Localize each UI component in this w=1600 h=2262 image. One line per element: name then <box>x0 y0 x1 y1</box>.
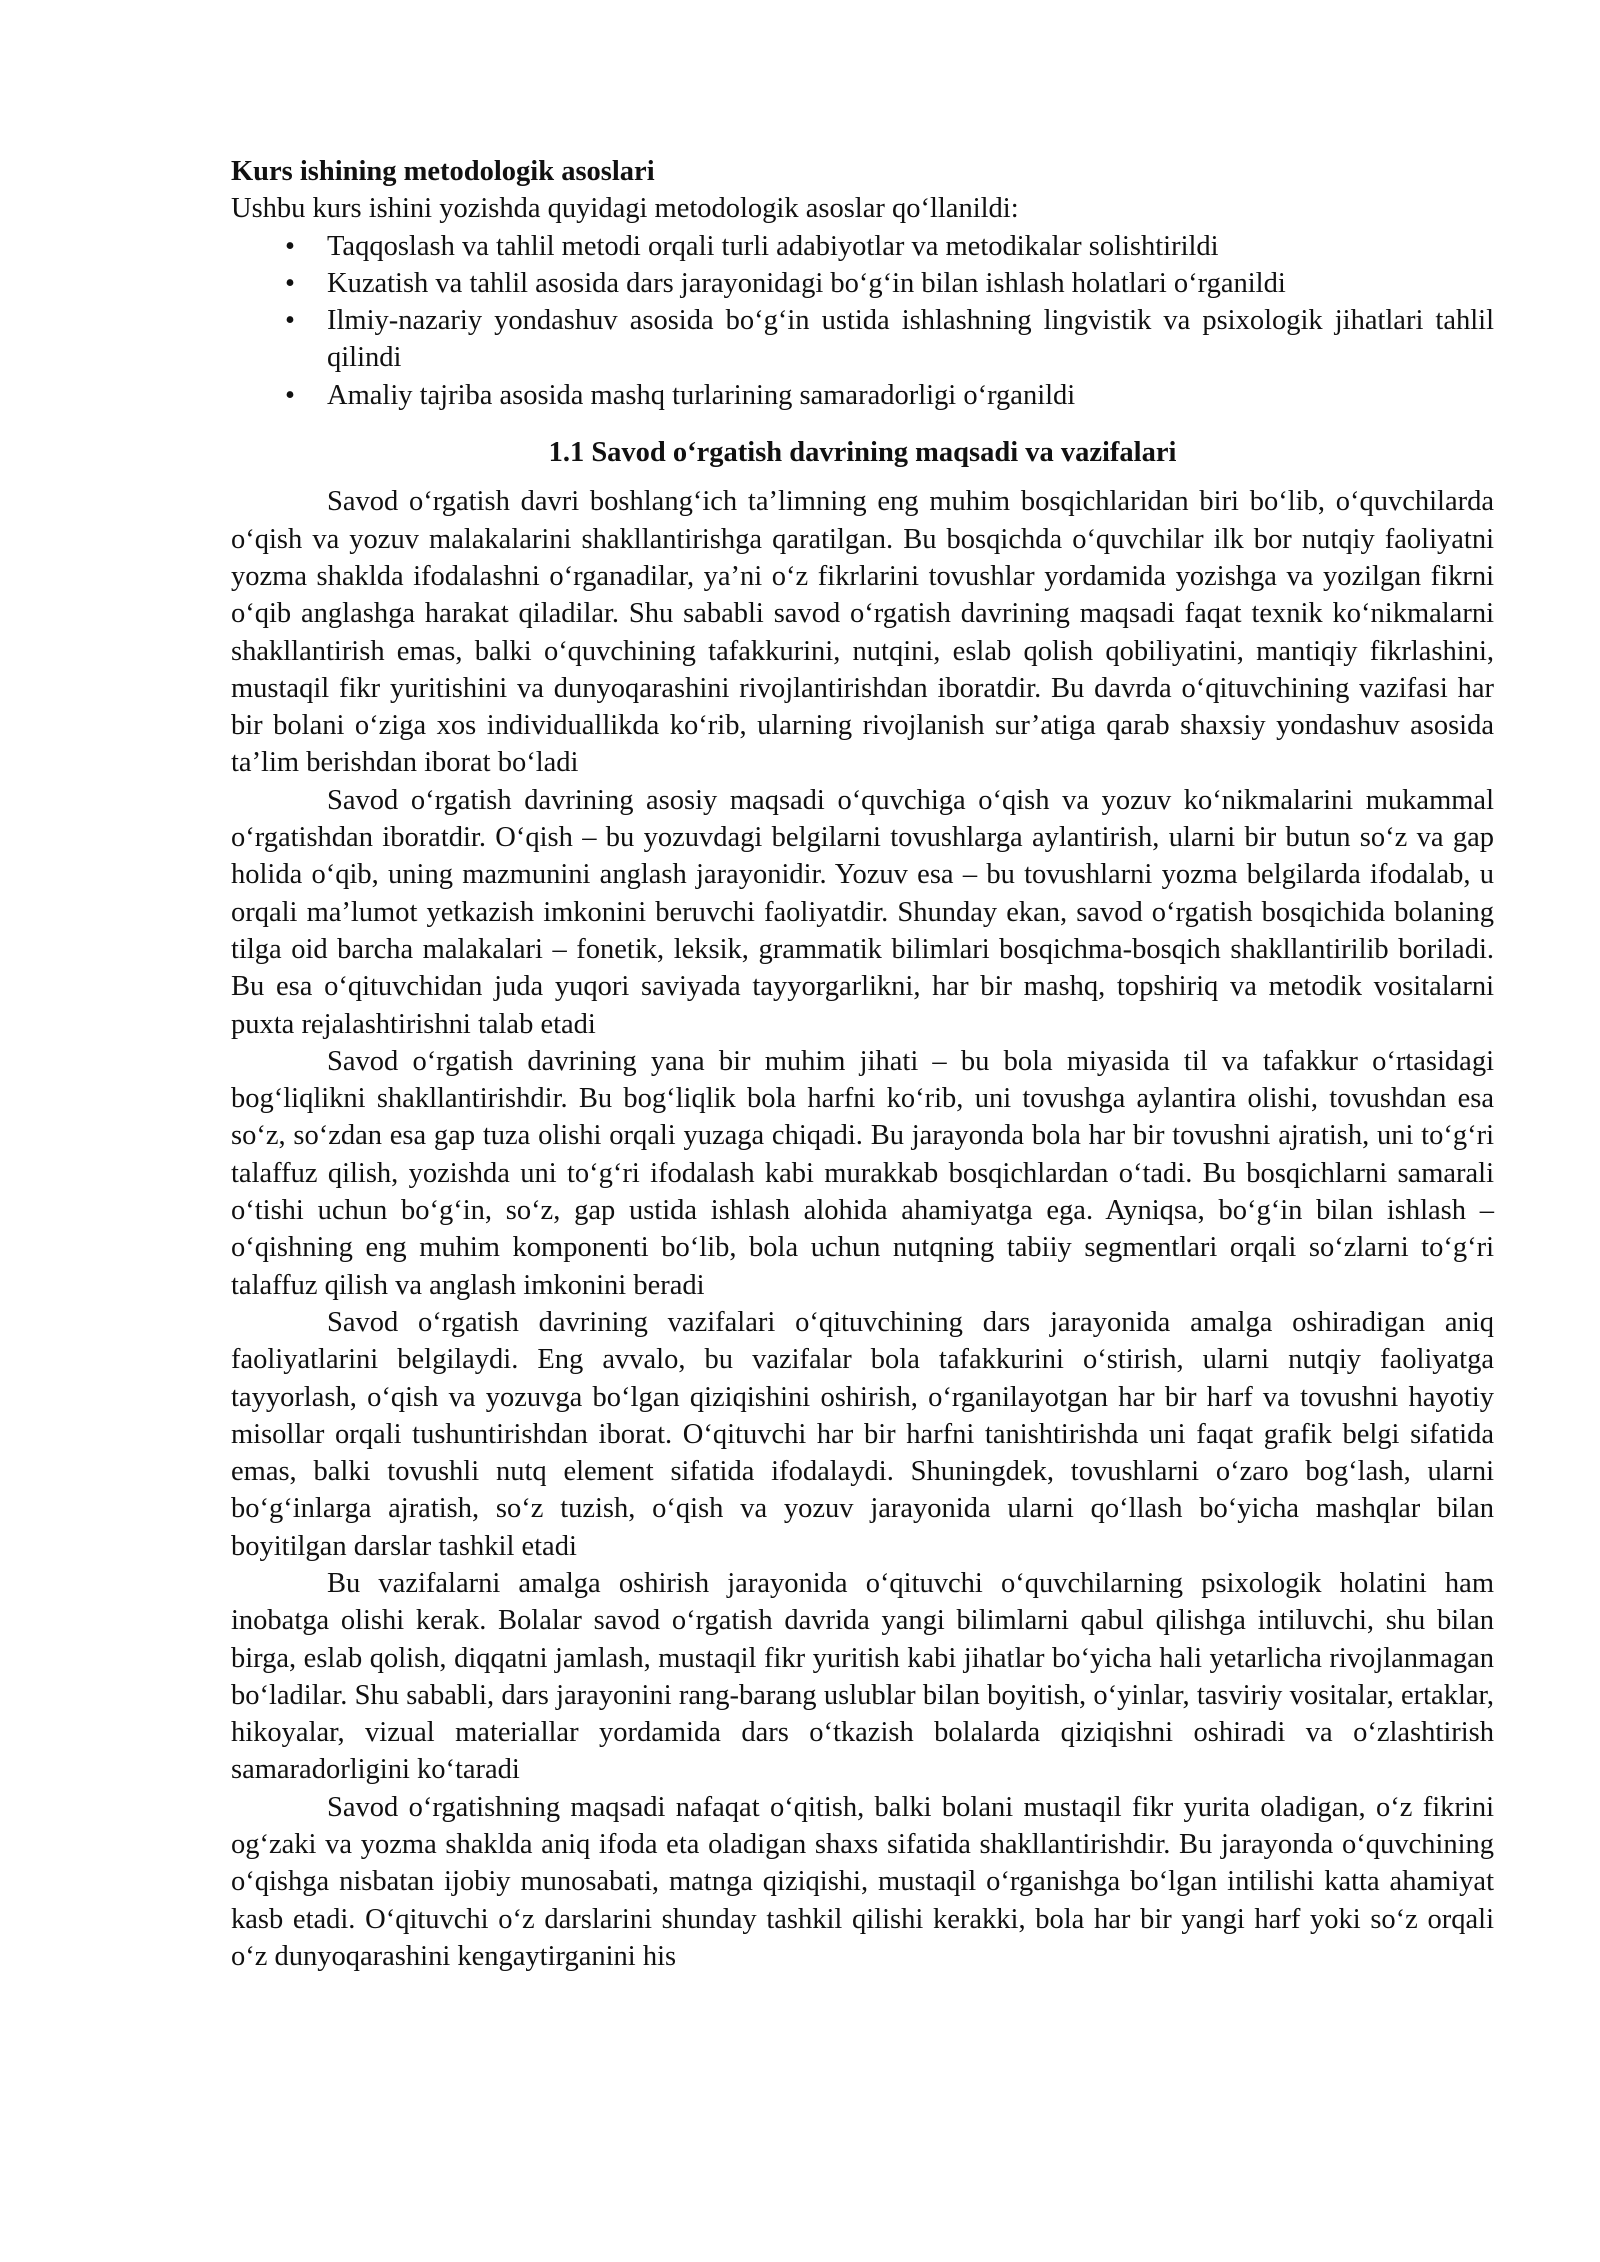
body-paragraph: Savod o‘rgatishning maqsadi nafaqat o‘qitish, balki bolani mustaqil fikr yurita oladigan, o‘z fikrini og‘zaki va yozma shaklda aniq ifoda eta oladigan shaxs sifatida shakllantirishdir. Bu jarayonda o‘quvchining o‘qishga nisbatan ijobiy munosabati, matnga qiziqishi, mustaqil o‘rganishga bo‘lgan intilishi katta ahamiyat kasb etadi. O‘qituvchi o‘z darslarini shunday tashkil qilishi kerakki, bola har bir yangi harf yoki so‘z orqali o‘z dunyoqarashini kengaytirganini his <box>231 1791 1494 1972</box>
methods-list <box>231 228 1494 414</box>
list-item-text: Amaliy tajriba asosida mashq turlarining samaradorligi o‘rganildi <box>327 379 1076 411</box>
section-title: 1.1 Savod o‘rgatish davrining maqsadi va vazifalari <box>548 437 1177 469</box>
body-paragraph: Savod o‘rgatish davri boshlang‘ich ta’limning eng muhim bosqichlaridan biri bo‘lib, o‘quvchilarda o‘qish va yozuv malakalarini shakllantirishga qaratilgan. Bu bosqichda o‘quvchilar ilk bor nutqiy faoliyatni yozma shaklda ifodalashni o‘rganadilar, ya’ni o‘z fikrlarini tovushlar yordamida yozishga va yozilgan fikrni o‘qib anglashga harakat qiladilar. Shu sababli savod o‘rgatish davrining maqsadi faqat texnik ko‘nikmalarni shakllantirish emas, balki o‘quvchining tafakkurini, nutqini, eslab qolish qobiliyatini, mantiqiy fikrlashini, mustaqil fikr yuritishini va dunyoqarashini rivojlantirishdan iboratdir. Bu davrda o‘qituvchining vazifasi har bir bolani o‘ziga xos individuallikda ko‘rib, ularning rivojlanish sur’atiga qarab shaxsiy yondashuv asosida ta’lim berishdan iborat bo‘ladi <box>231 486 1494 779</box>
list-item-text: Taqqoslash va tahlil metodi orqali turli adabiyotlar va metodikalar solishtirildi <box>327 230 1219 262</box>
list-item-text: Kuzatish va tahlil asosida dars jarayonidagi bo‘g‘in bilan ishlash holatlari o‘rganildi <box>327 267 1286 299</box>
body-paragraph: Savod o‘rgatish davrining yana bir muhim jihati – bu bola miyasida til va tafakkur o‘rtasidagi bog‘liqlikni shakllantirishdir. Bu bog‘liqlik bola harfni ko‘rib, uni tovushga aylantira olishi, tovushdan esa so‘z, so‘zdan esa gap tuza olishi orqali yuzaga chiqadi. Bu jarayonda bola har bir tovushni ajratish, uni to‘g‘ri talaffuz qilish, yozishda uni to‘g‘ri ifodalash kabi murakkab bosqichlardan o‘tadi. Bu bosqichlarni samarali o‘tishi uchun bo‘g‘in, so‘z, gap ustida ishlash alohida ahamiyatga ega. Ayniqsa, bo‘g‘in bilan ishlash – o‘qishning eng muhim komponenti bo‘lib, bola uchun nutqning tabiiy segmentlari orqali so‘zlarni to‘g‘ri talaffuz qilish va anglash imkonini beradi <box>231 1045 1494 1301</box>
list-item <box>231 377 1494 414</box>
bullet-icon: • <box>285 230 295 262</box>
bullet-icon: • <box>285 305 295 337</box>
body-paragraph: Bu vazifalarni amalga oshirish jarayonida o‘qituvchi o‘quvchilarning psixologik holatini ham inobatga olishi kerak. Bolalar savod o‘rgatish davrida yangi bilimlarni qabul qilishga intiluvchi, shu bilan birga, eslab qolish, diqqatni jamlash, mustaqil fikr yuritish kabi jihatlar bo‘yicha hali yetarlicha rivojlanmagan bo‘ladilar. Shu sababli, dars jarayonini rang-barang uslublar bilan boyitish, o‘yinlar, tasviriy vositalar, ertaklar, hikoyalar, vizual materiallar yordamida dars o‘tkazish bolalarda qiziqishni oshiradi va o‘zlashtirish samaradorligini ko‘taradi <box>231 1567 1494 1786</box>
bullet-icon: • <box>285 267 295 299</box>
document-page <box>231 153 1494 1975</box>
list-item <box>231 265 1494 302</box>
body-paragraph: Savod o‘rgatish davrining asosiy maqsadi o‘quvchiga o‘qish va yozuv ko‘nikmalarini mukammal o‘rgatishdan iboratdir. O‘qish – bu yozuvdagi belgilarni tovushlarga aylantirish, ularni bir butun so‘z va gap holida o‘qib, uning mazmunini anglash jarayonidir. Yozuv esa – bu tovushlarni yozma belgilarda ifodalab, u orqali ma’lumot yetkazish imkonini beruvchi faoliyatdir. Shunday ekan, savod o‘rgatish bosqichida bolaning tilga oid barcha malakalari – fonetik, leksik, grammatik bilimlari bosqichma-bosqich shakllantirilib boriladi. Bu esa o‘qituvchidan juda yuqori saviyada tayyorgarlikni, har bir mashq, topshiriq va metodik vositalarni puxta rejalashtirishni talab etadi <box>231 784 1494 1040</box>
intro-text: Ushbu kurs ishini yozishda quyidagi metodologik asoslar qo‘llanildi: <box>231 193 1019 225</box>
list-item <box>231 302 1494 377</box>
bullet-icon: • <box>285 379 295 411</box>
document-heading: Kurs ishining metodologik asoslari <box>231 156 655 187</box>
body-paragraph: Savod o‘rgatish davrining vazifalari o‘qituvchining dars jarayonida amalga oshiradigan aniq faoliyatlarini belgilaydi. Eng avvalo, bu vazifalar bola tafakkurini o‘stirish, ularni nutqiy faoliyatga tayyorlash, o‘qish va yozuvga bo‘lgan qiziqishini oshirish, o‘rganilayotgan har bir harf va tovushni hayotiy misollar orqali tushuntirishdan iborat. O‘qituvchi har bir harfni tanishtirishda uni faqat grafik belgi sifatida emas, balki tovushli nutq element sifatida ifodalaydi. Shuningdek, tovushlarni o‘zaro bog‘lash, ularni bo‘g‘inlarga ajratish, so‘z tuzish, o‘qish va yozuv jarayonida ularni qo‘llash bo‘yicha mashqlar bilan boyitilgan darslar tashkil etadi <box>231 1306 1494 1562</box>
list-item-text: Ilmiy-nazariy yondashuv asosida bo‘g‘in ustida ishlashning lingvistik va psixologik jihatlari tahlil qilindi <box>327 305 1494 374</box>
list-item <box>231 228 1494 265</box>
